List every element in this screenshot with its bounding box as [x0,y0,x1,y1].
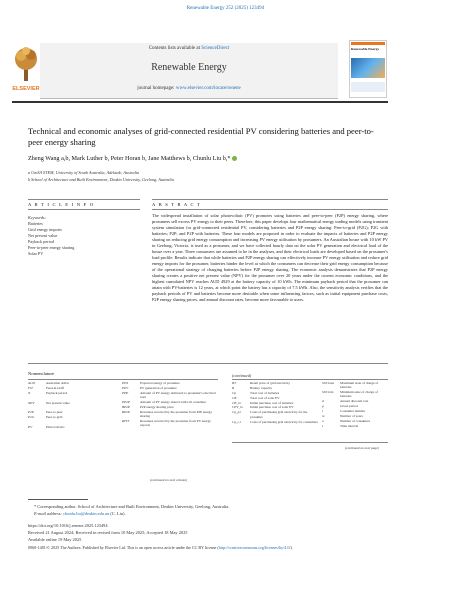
symbol: Cg_p,t [232,410,242,415]
symbol [28,420,46,424]
symbol: EPP [122,390,129,395]
symbol: AUD [28,381,35,385]
cover-title: Renewable Energy [351,47,380,51]
symbol: CB [232,395,237,400]
article-title: Technical and economic analyses of grid-connected residential PV considering batteries and peer-to-peer energy sharing [28,126,374,147]
nomenclature-row [122,419,218,428]
symbol: P2P [28,410,34,415]
abstract-rule-bottom [152,209,388,210]
license-line: 0960-1481/© 2025 The Authors. Published by Elsevier Ltd. This is an open access article under the CC BY license (http://creativecommons.org/licenses/by/4.0/). [28,545,293,550]
definition: Number of years [340,414,363,419]
homepage-link[interactable]: www.elsevier.com/locate/renene [175,86,241,91]
definition: Initial purchase cost of solar PV [250,405,294,410]
symbol: i [322,409,323,414]
definition: Maximum state of charge of batteries [340,381,379,390]
nomenclature-row [28,405,108,409]
nomenclature-row [322,419,388,423]
nomenclature-row [232,405,318,409]
definition: Feed-in tariff [46,385,64,390]
definition: PV generation of prosumer [140,385,177,390]
symbol: m [322,414,325,419]
publisher-logo-text: ELSEVIER [12,86,40,92]
symbol: EP2P [122,399,130,404]
continued-end-rule [232,442,388,443]
definition: Peer-to-peer [46,410,63,415]
continued-next-page-note: (continued on next page) [345,446,379,450]
symbol: BP2P [122,404,130,409]
symbol [28,396,46,400]
nomenclature-row [122,400,218,404]
cover-accent-bar [351,42,385,45]
definition: Payback period [46,390,67,395]
definition: Exported energy of prosumer [140,381,180,385]
definition: P2P energy sharing price [140,404,174,409]
symbol: SOCmin [322,390,334,395]
nomenclature-row [28,415,108,419]
symbol: t [322,423,323,428]
symbol: B [232,385,235,390]
sciencedirect-link[interactable]: ScienceDirect [201,46,230,51]
nomenclature-row [322,414,388,418]
cover-footer [351,82,385,92]
email-link[interactable]: chunlu.liu@deakin.edu.au [63,511,110,516]
symbol: n [322,418,324,423]
nomenclature-row [122,386,218,390]
symbol: BT [232,381,236,385]
definition [46,405,108,409]
definition: Photovoltaics [46,425,65,430]
continued-label: (continued) [232,373,252,378]
definition: Revenues received by the prosumer from PV energy exports [140,418,211,428]
nomenclature-column-1 [28,381,108,430]
nomenclature-row [232,391,318,395]
nomenclature-column-2 [122,381,218,428]
nomenclature-row [122,410,218,419]
affiliation-b: b School of Architecture and Built Environment, Deakin University, Geelong, Australia [28,177,174,182]
definition: Annual discount rate [340,399,369,404]
doi-link[interactable]: https://doi.org/10.1016/j.renene.2025.123494 [28,523,108,528]
tree-icon [12,43,40,85]
article-info-heading: A R T I C L E I N F O [28,202,95,207]
definition: Amount of PV energy delivered to prosumer's electrical load [140,390,216,400]
nomenclature-row [122,391,218,400]
keyword: Solar PV [28,251,44,256]
nomenclature-row [232,386,318,390]
keyword: Peer-to-peer energy sharing [28,245,75,250]
symbol: Cg_c,t [232,419,241,424]
symbol: N [28,390,31,395]
nomenclature-row [322,424,388,428]
definition: Costs of purchasing grid electricity for the prosumer [250,410,308,419]
definition: Amount of PV energy shared with i-th consumer [140,399,207,404]
nomenclature-row [122,405,218,409]
definition: Australian dollar [46,381,69,385]
symbol: RP2P [122,409,130,414]
definition: Total cost of solar PV [250,395,280,400]
nomenclature-row [322,399,388,403]
symbol: Cp [232,390,236,395]
keyword: Batteries [28,221,43,226]
definition: Minimum state of charge of batteries [340,390,378,399]
definition: Given period [340,404,358,409]
keyword: Grid energy imports [28,227,62,232]
continued-column-1 [232,381,318,424]
keywords-label: Keywords: [28,215,46,220]
symbol: g [322,404,324,409]
continued-next-column-note: (continued on next column) [150,478,188,482]
nomenclature-row [232,396,318,400]
homepage-line: journal homepage: www.elsevier.com/locate/renene [137,86,241,91]
contents-line: Contents lists available at ScienceDirect [148,46,230,51]
abstract-text: The widespread installation of solar photovoltaic (PV) promotes using batteries and peer-to-peer (P2P) energy sharing, where prosumers sell excess PV energy to their peers. Therefore, this paper develops four mathematical energy trading models using transient system simulation for grid-connected residential PV, considering batteries and P2P energy sharing: Peer-to-grid (P2G); P2G with batteries; P2P; and P2P with batteries. These four models are proposed in order to evaluate the impacts of batteries and P2P energy sharing on reducing grid energy consumption and increasing PV energy utilisation by prosumers. An Australian house with 10 kW PV in Geelong, Victoria, is used as a prosumer, and we have collected hourly data on the solar PV generation and electrical load of the house over a year. Three consumers are assumed to be in the analyses, and their electrical loads are developed based on the prosumer's load profile. Results indicate that while batteries and P2P energy sharing can effectively increase PV energy utilisation and reduce grid energy imports for the prosumer, batteries hinder the level at which the consumers can decrease their grid energy consumption because of the operational strategy of charging batteries before P2P energy sharing. The economic analysis demonstrates that P2P energy sharing creates a positive net present value (NPV) for the prosumer over 20 years under the current economic conditions, and the highest cumulated NPV reaches AUD 4929 at the battery capacity of 10 kWh. The minimum payback period that the prosumer can attain with PV-batteries is 12 years, at which point the battery has a capacity of 7.5 kWh. Also, the sensitivity analysis verifies that the payback periods of PV and batteries become more desirable when some influencing factors, such as initial equipment purchase costs, P2P energy sharing prices, and annual discount rates, become more favourable to users. [152,213,388,303]
nomenclature-row [232,420,318,424]
author-list: Zheng Wang a,b, Mark Luther b, Peter Horan b, Jane Matthews b, Chunlu Liu b,* [28,155,388,162]
cover-image [351,58,385,78]
nomenclature-row [322,404,388,408]
symbol: d [322,399,324,404]
symbol [28,405,46,409]
definition: Battery capacity [250,385,273,390]
nomenclature-row [28,410,108,414]
definition: Consumer number [340,409,366,414]
definition: Number of consumers [340,418,371,423]
definition: Costs of purchasing grid electricity for consumers [250,419,318,424]
continued-column-2 [322,381,388,429]
definition: Time interval [340,423,359,428]
affiliation-a: a UniSA STEM, University of South Australia, Adelaide, Australia [28,170,140,175]
symbol: FiT [28,385,33,390]
article-info-rule [28,199,140,200]
nomenclature-row [232,381,318,385]
nomenclature-row [122,381,218,385]
nomenclature-row [28,396,108,400]
nomenclature-row [28,425,108,429]
keyword: Net present value [28,233,58,238]
abstract-rule [152,199,388,200]
symbol: SOCmax [322,381,335,385]
definition: Retail price of grid electricity [250,381,291,385]
nomenclature-row [28,381,108,385]
symbol: P2G [28,415,35,420]
article-info-rule-bottom [28,209,140,210]
nomenclature-row [322,381,388,390]
nomenclature-row [322,409,388,413]
keyword: Payback period [28,239,54,244]
nomenclature-row [322,390,388,399]
nomenclature-row [28,420,108,424]
symbol: EPV [122,385,129,390]
nomenclature-rule [28,379,218,380]
symbol: EEX [122,381,129,385]
available-online: Available online 19 May 2025 [28,537,82,542]
journal-title: Renewable Energy [151,62,227,73]
definition: Initial purchase cost of batteries [250,400,294,405]
nomenclature-title: Nomenclature [28,371,55,376]
symbol: PV [28,425,33,430]
symbol: CPV_in [232,405,243,410]
license-link[interactable]: http://creativecommons.org/licenses/by/4.0/ [218,545,291,550]
nomenclature-row [28,401,108,405]
corresponding-author: * Corresponding author. School of Architecture and Built Environment, Deakin University, Geelong, Australia. [34,504,230,509]
symbol: NPV [28,400,35,405]
received-dates: Received 21 August 2024; Received in revised form 10 May 2025; Accepted 18 May 2025 [28,530,188,535]
definition: Peer-to-grid [46,415,63,420]
abstract-heading: A B S T R A C T [152,202,202,207]
definition: Net present value [46,400,70,405]
symbol: CB_in [232,400,241,405]
footnote-rule [28,499,88,500]
definition: Revenues received by the prosumer from P2P energy sharing [140,409,213,419]
journal-citation[interactable]: Renewable Energy 252 (2025) 123494 [186,6,265,11]
definition [46,420,108,424]
definition [46,396,108,400]
definition: Total cost of batteries [250,390,280,395]
nomenclature-row [232,401,318,405]
header-rule [12,101,388,103]
email-line: E-mail address: chunlu.liu@deakin.edu.au (C. Liu). [34,511,126,516]
nomenclature-row [28,391,108,395]
orcid-icon[interactable] [232,156,237,161]
nomenclature-row [232,410,318,419]
nomenclature-row [28,386,108,390]
abstract-end-rule [28,363,388,364]
continued-rule [232,379,388,380]
symbol: RFIT [122,418,130,423]
